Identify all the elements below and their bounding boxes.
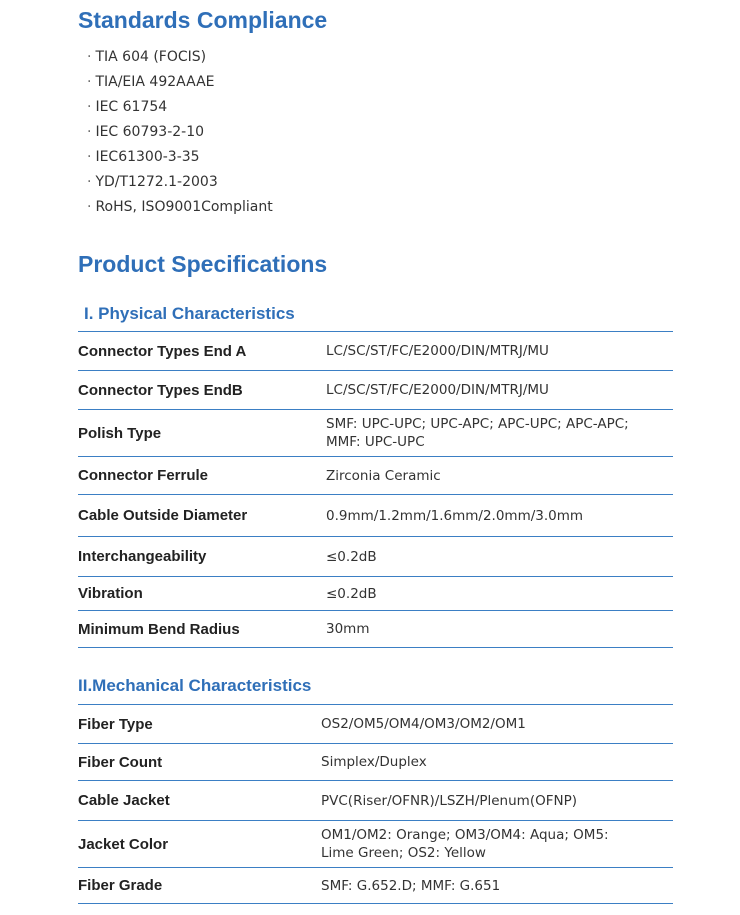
table-row: [78, 410, 673, 457]
row-label: Vibration: [78, 585, 143, 602]
standards-list: [87, 45, 273, 220]
row-label: Minimum Bend Radius: [78, 620, 240, 638]
table-row: [78, 611, 673, 648]
row-label: Interchangeability: [78, 548, 207, 565]
table-row: [78, 537, 673, 577]
table-row: [78, 705, 673, 744]
row-value: LC/SC/ST/FC/E2000/DIN/MTRJ/MU: [326, 382, 549, 398]
bullet-dot: ·: [87, 149, 92, 165]
table-row: [78, 495, 673, 537]
bullet-dot: ·: [87, 199, 92, 215]
standards-item: · RoHS, ISO9001Compliant: [87, 199, 273, 215]
physical-heading: I. Physical Characteristics: [84, 304, 295, 323]
standards-item: · TIA/EIA 492AAAE: [87, 74, 215, 90]
row-value: PVC(Riser/OFNR)/LSZH/Plenum(OFNP): [321, 792, 577, 809]
standards-item: · TIA 604 (FOCIS): [87, 49, 207, 65]
table-row: [78, 821, 673, 868]
row-label: Fiber Count: [78, 753, 163, 771]
table-row: [78, 781, 673, 821]
row-label: Connector Ferrule: [78, 467, 209, 484]
standards-item: · IEC 60793-2-10: [87, 124, 205, 140]
row-label: Cable Jacket: [78, 792, 170, 809]
row-value: OS2/OM5/OM4/OM3/OM2/OM1: [321, 716, 526, 732]
mechanical-heading: II.Mechanical Characteristics: [78, 676, 312, 695]
row-value: Zirconia Ceramic: [326, 467, 441, 484]
row-value: LC/SC/ST/FC/E2000/DIN/MTRJ/MU: [326, 343, 549, 359]
table-row: [78, 577, 673, 611]
row-label: Cable Outside Diameter: [78, 507, 248, 524]
table-row: [78, 371, 673, 410]
standards-item: · IEC61300-3-35: [87, 149, 200, 165]
standards-heading: Standards Compliance: [78, 7, 328, 33]
table-row: [78, 868, 673, 904]
row-label: Connector Types End A: [78, 342, 247, 360]
bullet-dot: ·: [87, 74, 92, 90]
row-label: Polish Type: [78, 424, 162, 442]
bullet-dot: ·: [87, 99, 92, 115]
product-spec-heading: Product Specifications: [78, 251, 328, 277]
row-value: 30mm: [326, 621, 370, 637]
row-value: OM1/OM2: Orange; OM3/OM4: Aqua; OM5: Lime Green; OS2: Yellow: [321, 827, 609, 861]
bullet-dot: ·: [87, 49, 92, 65]
row-label: Jacket Color: [78, 835, 169, 853]
bullet-dot: ·: [87, 174, 92, 190]
row-label: Fiber Grade: [78, 877, 163, 894]
row-value: ≤0.2dB: [326, 548, 377, 565]
standards-item: · YD/T1272.1-2003: [87, 174, 218, 190]
row-value: Simplex/Duplex: [321, 754, 427, 770]
row-value: SMF: G.652.D; MMF: G.651: [321, 877, 501, 894]
row-label: Connector Types EndB: [78, 381, 243, 399]
row-label: Fiber Type: [78, 715, 153, 733]
standards-item: · IEC 61754: [87, 99, 168, 115]
row-value: SMF: UPC-UPC; UPC-APC; APC-UPC; APC-APC; MMF: UPC-UPC: [326, 416, 629, 450]
table-row: [78, 744, 673, 781]
bullet-dot: ·: [87, 124, 92, 140]
row-value: ≤0.2dB: [326, 585, 377, 602]
row-value: 0.9mm/1.2mm/1.6mm/2.0mm/3.0mm: [326, 507, 584, 524]
table-row: [78, 332, 673, 371]
table-row: [78, 457, 673, 495]
